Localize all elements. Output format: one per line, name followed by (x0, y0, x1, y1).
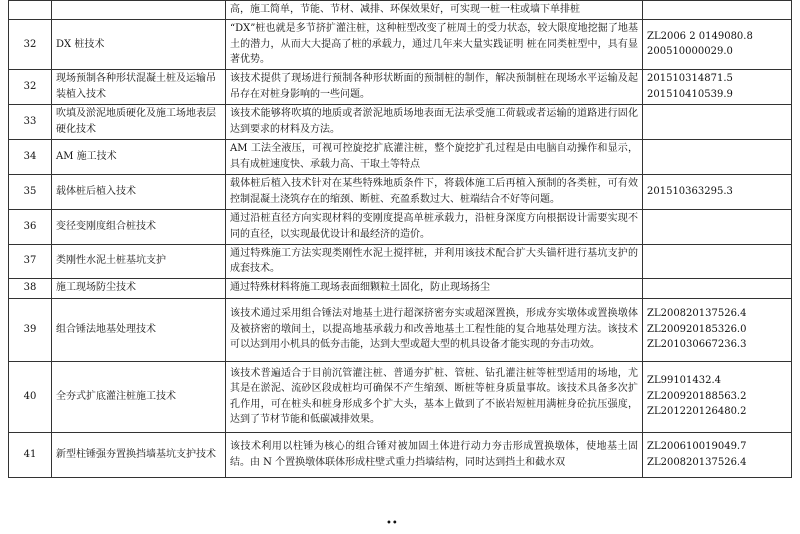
table-row (9, 20, 792, 70)
technology-name: 吹填及淤泥地质硬化及施工场地表层硬化技术 (52, 104, 226, 139)
patent-number: 201510410539.9 (647, 88, 733, 100)
table-row (9, 174, 792, 209)
row-number (9, 1, 52, 20)
row-number: 40 (9, 361, 52, 432)
technology-table-body (9, 1, 792, 478)
row-number: 33 (9, 104, 52, 139)
patent-number: ZL200920188563.2 (647, 390, 747, 402)
technology-name (52, 1, 226, 20)
row-number: 38 (9, 278, 52, 298)
technology-description: 该技术普遍适合于目前沉管灌注桩、普通夯扩桩、管桩、钻孔灌注桩等桩型适用的场地，尤其是在淤泥、流砂区段成桩均可确保不产生缩颈、断桩等桩身质量事故。该技术具备多次扩孔作用，可在桩头和桩身形成多个扩大头，基本上做到了不嵌岩短桩用满桩身砼抗压强度，达到了节材节能和低碳减排效果。 (226, 361, 643, 432)
patent-numbers (643, 298, 792, 361)
patent-number: ZL201030667236.3 (647, 339, 747, 351)
technology-name: 现场预制各种形状混凝土桩及运输吊装植入技术 (52, 69, 226, 104)
technology-description: 通过特殊材料将施工现场表面细颗粒土固化，防止现场扬尘 (226, 278, 643, 298)
table-row (9, 1, 792, 20)
technology-description: AM 工法全液压，可视可控旋挖扩底灌注桩，整个旋挖扩孔过程是由电脑自动操作和显示，具有成桩速度快、承载力高、干取土等特点 (226, 139, 643, 174)
patent-number: 201510314871.5 (647, 73, 733, 84)
patent-numbers (643, 209, 792, 244)
patent-number: ZL200820137526.4 (647, 456, 747, 468)
table-row (9, 69, 792, 104)
technology-description: 通过沿桩直径方向实现材料的变刚度提高单桩承载力，沿桩身深度方向根据设计需要实现不同的直径，以实现最优设计和最经济的造价。 (226, 209, 643, 244)
patent-number: 200510000029.0 (647, 46, 733, 58)
patent-number: ZL200610019049.7 (647, 441, 747, 452)
patent-numbers (643, 174, 792, 209)
technology-name: 变径变刚度组合桩技术 (52, 209, 226, 244)
row-number: 36 (9, 209, 52, 244)
row-number: 32 (9, 69, 52, 104)
row-number: 39 (9, 298, 52, 361)
technology-description: 该技术通过采用组合锤法对地基土进行超深挤密夯实或超深置换，形成夯实墩体或置换墩体及被挤密的墩间土，以提高地基承载力和改善地基土工程性能的复合地基处理方法。该技术可以达到用小机具的低夯击能，达到大型或超大型的机具设备才能实现的夯击功效。 (226, 298, 643, 361)
technology-name: DX 桩技术 (52, 20, 226, 70)
technology-name: 全夯式扩底灌注桩施工技术 (52, 361, 226, 432)
patent-number: ZL201220126480.2 (647, 406, 747, 418)
technology-name: 组合锤法地基处理技术 (52, 298, 226, 361)
patent-numbers (643, 69, 792, 104)
patent-numbers (643, 361, 792, 432)
table-row (9, 244, 792, 278)
technology-name: 类刚性水泥土桩基坑支护 (52, 244, 226, 278)
technology-description: 该技术提供了现场进行预制各种形状断面的预制桩的制作，解决预制桩在现场水平运输及起吊存在对桩身影响的一些问题。 (226, 69, 643, 104)
patent-numbers (643, 104, 792, 139)
technology-name: 载体桩后植入技术 (52, 174, 226, 209)
patent-numbers (643, 139, 792, 174)
table-row (9, 104, 792, 139)
table-row (9, 139, 792, 174)
table-row (9, 361, 792, 432)
technology-description: 该技术能够将吹填的地质或者淤泥地质场地表面无法承受施工荷载或者运输的道路进行固化达到要求的材料及方法。 (226, 104, 643, 139)
row-number: 32 (9, 20, 52, 70)
technology-description: 高，施工简单，节能、节材、减排、环保效果好，可实现一桩一柱或墙下单排桩 (226, 1, 643, 20)
patent-numbers (643, 278, 792, 298)
technology-description: 该技术利用以柱锤为核心的组合锤对被加固土体进行动力夯击形成置换墩体，使地基土固结。由 N 个置换墩体联体形成柱壁式重力挡墙结构，同时达到挡土和截水双 (226, 432, 643, 477)
patent-number: ZL99101432.4 (647, 375, 722, 387)
technology-name: AM 施工技术 (52, 139, 226, 174)
row-number: 34 (9, 139, 52, 174)
table-row (9, 209, 792, 244)
technology-name: 新型柱锤强夯置换挡墙基坑支护技术 (52, 432, 226, 477)
technology-description: 载体桩后植入技术针对在某些特殊地质条件下，将载体施工后再植入预制的各类桩，可有效控制混凝土浇筑存在的缩颈、断桩、充盈系数过大、桩端结合不好等问题。 (226, 174, 643, 209)
row-number: 41 (9, 432, 52, 477)
patent-number: ZL200820137526.4 (647, 308, 747, 320)
patent-numbers (643, 20, 792, 70)
technology-name: 施工现场防尘技术 (52, 278, 226, 298)
table-row (9, 298, 792, 361)
table-row (9, 278, 792, 298)
patent-numbers (643, 244, 792, 278)
row-number: 35 (9, 174, 52, 209)
patent-numbers (643, 432, 792, 477)
technology-table (8, 0, 792, 478)
patent-number: 201510363295.3 (647, 185, 733, 197)
table-row (9, 432, 792, 477)
patent-numbers (643, 1, 792, 20)
row-number: 37 (9, 244, 52, 278)
patent-number: ZL2006 2 0149080.8 (647, 30, 753, 42)
technology-description: “DX”桩也就是多节挤扩灌注桩，这种桩型改变了桩周土的受力状态，较大限度地挖掘了地基土的潜力，从而大大提高了桩的承载力，通过几年来大量实践证明 桩在同类桩型中，具有显著优势。 (226, 20, 643, 70)
page-footer-mark: •• (386, 518, 398, 529)
technology-description: 通过特殊施工方法实现类刚性水泥土搅拌桩，并利用该技术配合扩大头锚杆进行基坑支护的成套技术。 (226, 244, 643, 278)
patent-number: ZL200920185326.0 (647, 323, 747, 335)
